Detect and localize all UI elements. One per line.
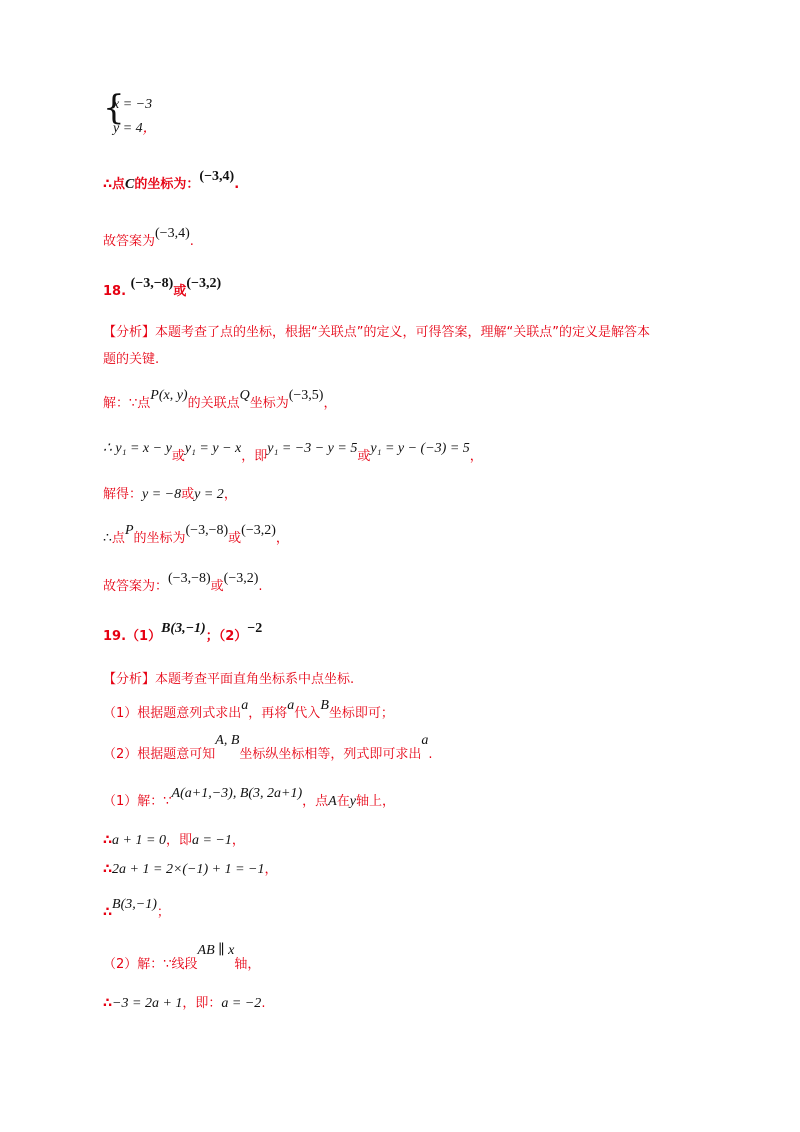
math: (−3,5) bbox=[288, 388, 324, 403]
equation-x: x = −3 bbox=[113, 97, 153, 112]
question-number: 19. bbox=[103, 629, 127, 644]
math: a bbox=[287, 698, 295, 713]
text: . bbox=[261, 996, 266, 1011]
equation-y bbox=[113, 117, 157, 137]
analysis-18-line1: 【分析】本题考查了点的坐标，根据“关联点”的定义，可得答案，理解“关联点”的定义是解答本 bbox=[103, 325, 650, 340]
equation-system bbox=[103, 88, 163, 136]
math: (−3,4) bbox=[155, 226, 190, 241]
therefore-symbol: ∴ bbox=[103, 996, 113, 1011]
text: 或 bbox=[210, 579, 224, 594]
math: (−3,−8) bbox=[130, 276, 174, 291]
text: （2）根据题意可知 bbox=[103, 747, 216, 762]
math: −3 = 2a + 1 bbox=[112, 996, 183, 1011]
math: (−3,2) bbox=[186, 276, 222, 291]
text: ，点 bbox=[302, 794, 329, 809]
solution-19-line3 bbox=[103, 863, 278, 877]
text: ， bbox=[231, 833, 245, 848]
text: 解得： bbox=[103, 487, 143, 502]
text: ， bbox=[323, 396, 337, 411]
math: a bbox=[421, 733, 429, 748]
text: 或 bbox=[228, 531, 242, 546]
analysis-19-line1: 【分析】本题考查平面直角坐标系中点坐标. bbox=[103, 672, 355, 687]
solution-18-line2 bbox=[103, 441, 483, 464]
math: AB ∥ x bbox=[197, 943, 235, 958]
math: y₁ = y − (−3) = 5 bbox=[370, 441, 470, 456]
math: (−3,4) bbox=[199, 169, 235, 184]
solution-19-line5 bbox=[103, 943, 261, 972]
math: B(3,−1) bbox=[161, 621, 206, 636]
text: （2）解：∵线段 bbox=[103, 957, 198, 972]
text: 解：∵点 bbox=[103, 396, 151, 411]
solution-18-line1 bbox=[103, 388, 337, 411]
answer-line-17 bbox=[103, 226, 194, 249]
text: . bbox=[428, 747, 433, 762]
math: y = 2 bbox=[194, 487, 224, 502]
math: (−3,2) bbox=[223, 571, 259, 586]
text: . bbox=[258, 579, 263, 594]
therefore-symbol: ∴ bbox=[103, 833, 113, 848]
math: ∴ bbox=[103, 531, 112, 546]
text: ；（2） bbox=[205, 629, 248, 644]
therefore-symbol: ∴ bbox=[103, 905, 113, 920]
text: . bbox=[189, 234, 194, 249]
text: ， bbox=[469, 449, 483, 464]
text: ∴点 bbox=[103, 177, 126, 192]
text: 坐标为 bbox=[249, 396, 289, 411]
question-18-answer bbox=[103, 276, 222, 299]
solution-19-line6 bbox=[103, 997, 265, 1011]
text: ，即 bbox=[241, 449, 268, 464]
text: （1） bbox=[126, 629, 162, 644]
text: . bbox=[234, 177, 240, 192]
math: y₁ = −3 − y = 5 bbox=[267, 441, 358, 456]
analysis-19-line2 bbox=[103, 698, 394, 721]
analysis-19-line3 bbox=[103, 733, 433, 762]
text: 点 bbox=[111, 531, 125, 546]
math: 2a + 1 = 2×(−1) + 1 = −1 bbox=[112, 862, 265, 877]
math: Q bbox=[239, 388, 250, 403]
solution-18-line4 bbox=[103, 523, 289, 546]
math: −2 bbox=[247, 621, 263, 636]
math: B(3,−1) bbox=[112, 897, 157, 912]
c-coordinate-line bbox=[103, 169, 240, 192]
math: (−3,−8) bbox=[168, 571, 211, 586]
math: y = −8 bbox=[142, 487, 182, 502]
var-c: C bbox=[125, 177, 135, 192]
text: 轴上， bbox=[355, 794, 395, 809]
text: 在 bbox=[336, 794, 350, 809]
math: P(x, y) bbox=[150, 388, 188, 403]
math: A(a+1,−3), B(3, 2a+1) bbox=[171, 786, 303, 801]
text: 的关联点 bbox=[187, 396, 240, 411]
text: ，即 bbox=[165, 833, 192, 848]
equation-comma: ， bbox=[142, 121, 157, 136]
text: ， bbox=[264, 862, 278, 877]
math: (−3,−8) bbox=[185, 523, 229, 538]
math: B bbox=[320, 698, 329, 713]
analysis-18-line2: 题的关键. bbox=[103, 352, 160, 367]
solution-19-line1 bbox=[103, 786, 395, 809]
question-number: 18. bbox=[103, 284, 127, 299]
text: ， bbox=[223, 487, 237, 502]
answer-line-18 bbox=[103, 571, 263, 594]
math: a + 1 = 0 bbox=[112, 833, 166, 848]
text: 轴， bbox=[234, 957, 261, 972]
text: 故答案为： bbox=[103, 579, 169, 594]
text: （1）解：∵ bbox=[103, 794, 172, 809]
math: y₁ = y − x bbox=[184, 441, 242, 456]
text: ，再将 bbox=[248, 706, 288, 721]
text: （1）根据题意列式求出 bbox=[103, 706, 242, 721]
text: 或 bbox=[173, 284, 187, 299]
text: ，即： bbox=[182, 996, 222, 1011]
math: (−3,2) bbox=[241, 523, 276, 538]
text: ， bbox=[275, 531, 289, 546]
math: P bbox=[124, 523, 134, 538]
text: 的坐标为： bbox=[134, 177, 200, 192]
math: ∴ y₁ = x − y bbox=[103, 441, 172, 456]
text: 或 bbox=[171, 449, 185, 464]
text: 或 bbox=[357, 449, 371, 464]
brace-symbol: { bbox=[103, 88, 125, 128]
var-y: y bbox=[349, 794, 356, 809]
math: A, B bbox=[215, 733, 240, 748]
equation-y-text: y = 4 bbox=[113, 121, 143, 136]
math: a = −2 bbox=[221, 996, 262, 1011]
solution-18-line3 bbox=[103, 488, 237, 502]
text: 坐标即可； bbox=[328, 706, 394, 721]
question-19-answer bbox=[103, 621, 263, 644]
text: 代入 bbox=[294, 706, 321, 721]
var-a: A bbox=[328, 794, 337, 809]
therefore-symbol: ∴ bbox=[103, 862, 113, 877]
text: 的坐标为 bbox=[133, 531, 186, 546]
solution-19-line2 bbox=[103, 834, 245, 848]
text: 或 bbox=[181, 487, 195, 502]
math: a = −1 bbox=[191, 833, 232, 848]
math: a bbox=[241, 698, 249, 713]
text: 故答案为 bbox=[103, 234, 156, 249]
solution-19-line4 bbox=[103, 897, 170, 920]
text: 坐标纵坐标相等，列式即可求出 bbox=[239, 747, 422, 762]
text: ； bbox=[156, 905, 170, 920]
